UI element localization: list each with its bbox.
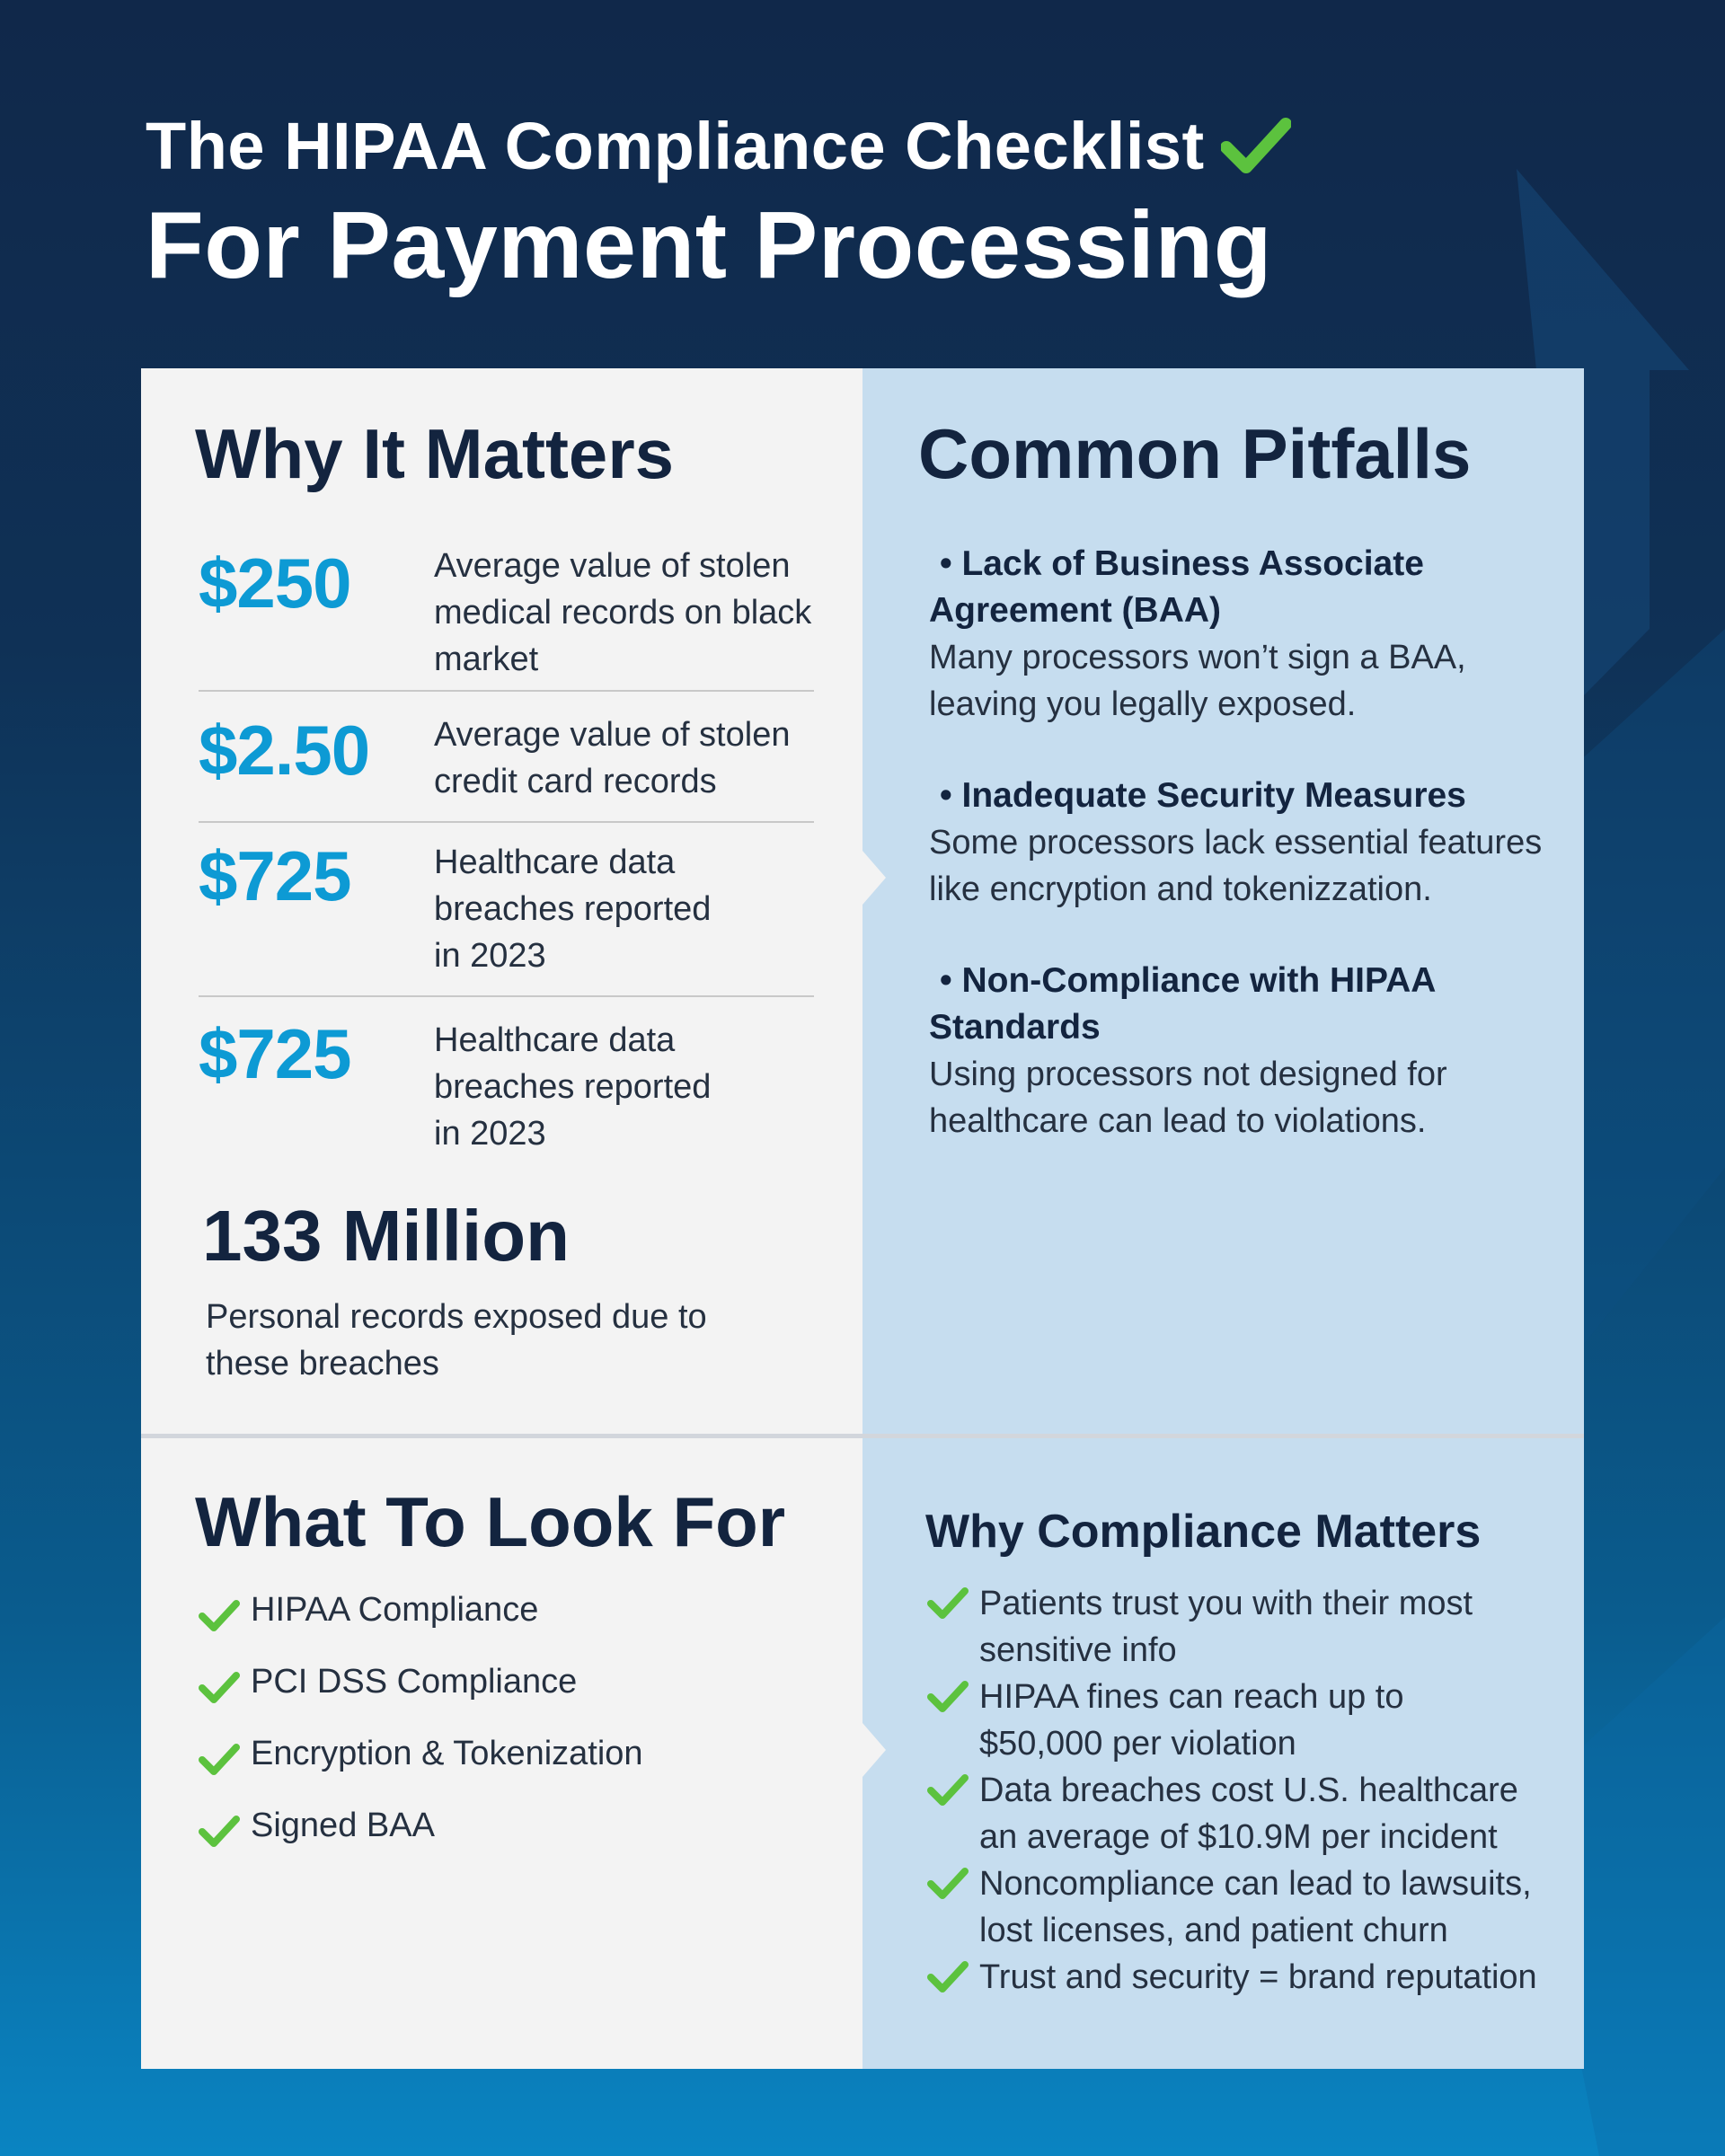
list-item-label: Encryption & Tokenization — [251, 1735, 643, 1772]
list-item-line: Trust and security = brand reputation — [979, 1958, 1537, 1996]
pitfall-title-line: • Non-Compliance with HIPAA — [940, 961, 1437, 1000]
stat-description — [434, 543, 811, 683]
stat-value: $725 — [199, 836, 351, 915]
title-line-2: For Payment Processing — [146, 192, 1272, 298]
pitfall-item — [929, 958, 1558, 1144]
list-item-label — [979, 1954, 1537, 2001]
check-icon — [927, 1586, 969, 1621]
why-compliance-matters-panel — [862, 1436, 1584, 2069]
stat-value: $250 — [199, 543, 351, 623]
stat-desc-line: Average value of stolen — [434, 716, 791, 754]
look-for-list — [199, 1591, 643, 1878]
stat-value: $2.50 — [199, 711, 370, 790]
why-it-matters-heading: Why It Matters — [195, 414, 675, 493]
big-stat-value: 133 Million — [202, 1196, 570, 1276]
stat-value: $725 — [199, 1014, 351, 1093]
list-item — [199, 1591, 643, 1663]
list-item-line: Data breaches cost U.S. healthcare — [979, 1772, 1518, 1809]
list-item — [199, 1663, 643, 1735]
stat-desc-line: market — [434, 641, 539, 678]
check-icon — [927, 1959, 969, 1995]
panel-notch-arrow — [862, 1723, 886, 1777]
stat-desc-line: in 2023 — [434, 937, 546, 975]
stat-row — [199, 692, 814, 823]
check-icon — [1221, 117, 1291, 176]
pitfall-desc-line: Many processors won’t sign a BAA, — [929, 639, 1466, 676]
title-line-1: The HIPAA Compliance Checklist — [146, 109, 1205, 183]
big-stat-desc-line: these breaches — [206, 1345, 439, 1383]
pitfall-title-line: Agreement (BAA) — [929, 591, 1222, 630]
stat-row — [199, 997, 814, 1186]
stat-desc-line: breaches reported — [434, 1068, 712, 1106]
checklist-card — [141, 368, 1584, 2069]
check-icon — [927, 1679, 969, 1715]
pitfall-title — [929, 541, 1558, 634]
list-item-label — [979, 1767, 1518, 1860]
pitfall-desc-line: Some processors lack essential features — [929, 824, 1543, 862]
header — [146, 108, 1583, 300]
list-item-label: HIPAA Compliance — [251, 1591, 539, 1629]
list-item — [927, 1860, 1574, 1954]
stat-row — [199, 539, 814, 692]
check-icon — [927, 1866, 969, 1902]
list-item — [927, 1580, 1574, 1674]
why-compliance-matters-heading: Why Compliance Matters — [925, 1506, 1482, 1558]
what-to-look-for-heading: What To Look For — [195, 1482, 786, 1561]
list-item-label — [979, 1860, 1532, 1954]
compliance-list — [927, 1580, 1574, 2001]
panel-notch-arrow — [862, 851, 886, 905]
pitfall-title-line: Standards — [929, 1008, 1101, 1047]
stat-desc-line: in 2023 — [434, 1115, 546, 1153]
pitfall-desc-line: leaving you legally exposed. — [929, 685, 1357, 723]
list-item — [927, 1674, 1574, 1767]
stat-row — [199, 823, 814, 997]
pitfall-title-line: • Lack of Business Associate — [940, 544, 1424, 583]
list-item-line: $50,000 per violation — [979, 1725, 1296, 1763]
pitfall-description — [929, 819, 1576, 913]
list-item — [927, 1767, 1574, 1860]
stat-desc-line: credit card records — [434, 763, 717, 800]
stat-desc-line: medical records on black — [434, 594, 812, 632]
list-item-line: sensitive info — [979, 1631, 1177, 1669]
list-item-line: lost licenses, and patient churn — [979, 1912, 1448, 1949]
check-icon — [927, 1772, 969, 1808]
stat-description — [434, 711, 790, 805]
big-stat-description — [206, 1294, 707, 1387]
pitfall-desc-line: healthcare can lead to violations. — [929, 1102, 1427, 1140]
panel-divider — [141, 1434, 1584, 1438]
check-icon — [199, 1670, 240, 1706]
check-icon — [199, 1742, 240, 1778]
common-pitfalls-heading: Common Pitfalls — [918, 414, 1472, 493]
list-item-label: PCI DSS Compliance — [251, 1663, 578, 1701]
common-pitfalls-panel — [862, 368, 1584, 1436]
pitfall-title — [929, 773, 1576, 819]
list-item-line: HIPAA fines can reach up to — [979, 1678, 1404, 1716]
stat-desc-line: Average value of stolen — [434, 547, 791, 585]
pitfall-title — [929, 958, 1558, 1051]
list-item-label: Signed BAA — [251, 1807, 435, 1844]
stat-list — [199, 539, 863, 1186]
pitfall-item — [929, 773, 1576, 913]
what-to-look-for-panel — [141, 1436, 862, 2069]
stat-desc-line: Healthcare data — [434, 844, 676, 881]
list-item-label — [979, 1580, 1473, 1674]
list-item-line: an average of $10.9M per incident — [979, 1818, 1498, 1856]
stat-desc-line: breaches reported — [434, 890, 712, 928]
big-stat-desc-line: Personal records exposed due to — [206, 1298, 707, 1336]
list-item — [199, 1807, 643, 1878]
pitfall-item — [929, 541, 1558, 728]
list-item-label — [979, 1674, 1403, 1767]
list-item — [927, 1954, 1574, 2001]
check-icon — [199, 1814, 240, 1850]
check-icon — [199, 1598, 240, 1634]
why-it-matters-panel — [141, 368, 862, 1436]
pitfall-desc-line: Using processors not designed for — [929, 1056, 1447, 1093]
stat-desc-line: Healthcare data — [434, 1021, 676, 1059]
stat-description — [434, 839, 711, 979]
list-item — [199, 1735, 643, 1807]
list-item-line: Noncompliance can lead to lawsuits, — [979, 1865, 1532, 1903]
stat-description — [434, 1017, 711, 1157]
pitfall-description — [929, 1051, 1558, 1144]
list-item-line: Patients trust you with their most — [979, 1585, 1473, 1622]
pitfall-description — [929, 634, 1558, 728]
pitfall-desc-line: like encryption and tokenizzation. — [929, 870, 1432, 908]
pitfall-title-line: • Inadequate Security Measures — [940, 776, 1466, 815]
